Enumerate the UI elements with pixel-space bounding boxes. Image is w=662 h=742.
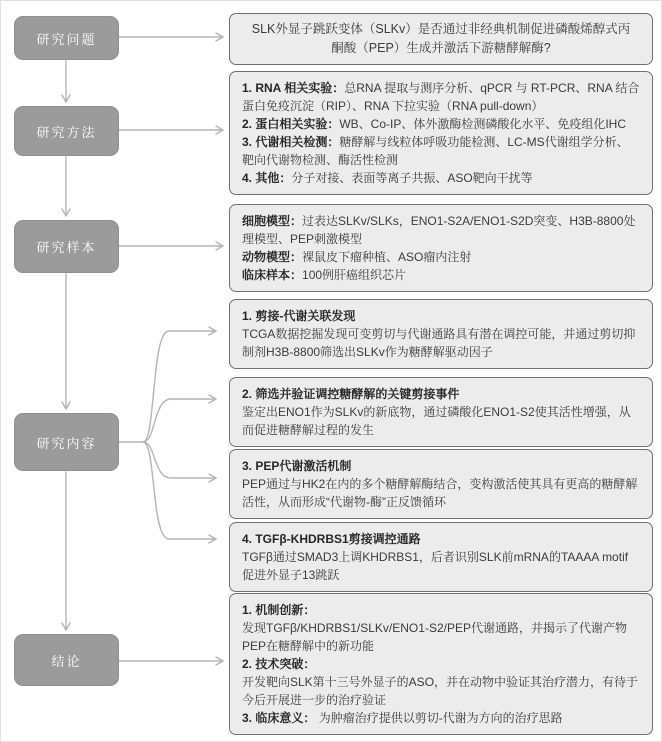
methods-item <box>242 115 640 133</box>
samples-item-text: 100例肝癌组织芯片 <box>302 268 407 282</box>
node-label: 研究内容 <box>36 435 97 451</box>
methods-item <box>242 133 640 169</box>
node-label: 研究方法 <box>36 124 97 140</box>
branch-fan <box>119 327 216 543</box>
node-research-content <box>14 413 119 471</box>
node-label: 研究问题 <box>36 31 97 47</box>
content-box-title: 2. 筛选并验证调控糖酵解的关键剪接事件 <box>242 387 460 401</box>
methods-item-label: 4. 其他： <box>242 171 292 185</box>
conclusion-item-label: 2. 技术突破： <box>242 657 316 671</box>
node-conclusion <box>14 634 119 686</box>
samples-item-label: 细胞模型： <box>242 214 303 228</box>
question-box <box>229 13 653 65</box>
samples-item <box>242 266 640 284</box>
conclusion-item <box>242 709 640 727</box>
content-box-body: TCGA数据挖掘发现可变剪切与代谢通路具有潜在调控可能，并通过剪切抑制剂H3B-8800筛选出SLKv作为糖酵解驱动因子 <box>242 327 636 359</box>
samples-item-text: 裸鼠皮下瘤种植、ASO瘤内注射 <box>302 250 472 264</box>
content-box-body: PEP通过与HK2在内的多个糖酵解酶结合，变构激活使其具有更高的糖酵解活性，从而形成“代谢物-酶”正反馈循环 <box>242 477 638 509</box>
content-box-body: TGFβ通过SMAD3上调KHDRBS1，后者识别SLK前mRNA的TAAAA motif促进外显子13跳跃 <box>242 550 629 582</box>
content-box-title: 4. TGFβ-KHDRBS1剪接调控通路 <box>242 532 421 546</box>
content-box-1 <box>229 299 653 369</box>
node-research-question <box>14 16 119 60</box>
samples-box <box>229 204 653 292</box>
arrow-methods <box>119 126 223 134</box>
node-research-samples <box>14 220 119 273</box>
samples-item <box>242 248 640 266</box>
content-box-title: 3. PEP代谢激活机制 <box>242 459 352 473</box>
methods-item-label: 3. 代谢相关检测： <box>242 135 340 149</box>
node-research-methods <box>14 106 119 156</box>
conclusion-item-text: 开发靶向SLK第十三号外显子的ASO，并在动物中验证其治疗潜力，有待于今后开展进一步的治疗验证 <box>242 675 639 707</box>
samples-item-label: 动物模型： <box>242 250 303 264</box>
conclusion-item-label: 1. 机制创新： <box>242 603 316 617</box>
arrow-down-1 <box>62 61 70 102</box>
methods-item <box>242 169 640 187</box>
methods-item-label: 2. 蛋白相关实验： <box>242 117 340 131</box>
methods-item <box>242 79 640 115</box>
conclusion-item-text: 发现TGFβ/KHDRBS1/SLKv/ENO1-S2/PEP代谢通路，并揭示了代谢产物PEP在糖酵解中的新功能 <box>242 621 627 653</box>
samples-item-text: 过表达SLKv/SLKs，ENO1-S2A/ENO1-S2D突变、H3B-8800处理模型、PEP刺激模型 <box>242 214 636 246</box>
arrow-samples <box>119 242 223 250</box>
conclusion-item <box>242 655 640 709</box>
arrow-down-4 <box>62 472 70 630</box>
node-label: 结论 <box>51 653 82 669</box>
arrow-conclusion <box>119 657 223 665</box>
content-box-4 <box>229 522 653 592</box>
conclusion-item <box>242 601 640 655</box>
methods-item-label: 1. RNA 相关实验： <box>242 81 345 95</box>
arrow-question <box>119 33 223 41</box>
content-box-3 <box>229 449 653 519</box>
arrow-down-3 <box>62 274 70 409</box>
content-box-2 <box>229 377 653 447</box>
methods-item-text: 总RNA 提取与测序分析、qPCR 与 RT-PCR、RNA 结合蛋白免疫沉淀（RIP）、RNA 下拉实验（RNA pull-down） <box>242 81 640 113</box>
arrow-down-2 <box>62 157 70 216</box>
content-box-title: 1. 剪接-代谢关联发现 <box>242 309 356 323</box>
question-text: SLK外显子跳跃变体（SLKv）是否通过非经典机制促进磷酸烯醇式丙酮酸（PEP）生成并激活下游糖酵解酶? <box>251 22 631 55</box>
conclusion-box <box>229 593 653 735</box>
content-box-body: 鉴定出ENO1作为SLKv的新底物，通过磷酸化ENO1-S2使其活性增强，从而促进糖酵解过程的发生 <box>242 405 631 437</box>
conclusion-item-label: 3. 临床意义： <box>242 711 316 725</box>
methods-item-text: WB、Co-IP、体外激酶检测磷酸化水平、免疫组化IHC <box>339 117 627 131</box>
samples-item <box>242 212 640 248</box>
samples-item-label: 临床样本： <box>242 268 303 282</box>
methods-item-text: 分子对接、表面等离子共振、ASO靶向干扰等 <box>291 171 533 185</box>
methods-box <box>229 71 653 195</box>
methods-item-text: 糖酵解与线粒体呼吸功能检测、LC-MS代谢组学分析、靶向代谢物检测、酶活性检测 <box>242 135 629 167</box>
conclusion-item-text: 为肿瘤治疗提供以剪切-代谢为方向的治疗思路 <box>318 711 563 725</box>
node-label: 研究样本 <box>36 240 97 255</box>
